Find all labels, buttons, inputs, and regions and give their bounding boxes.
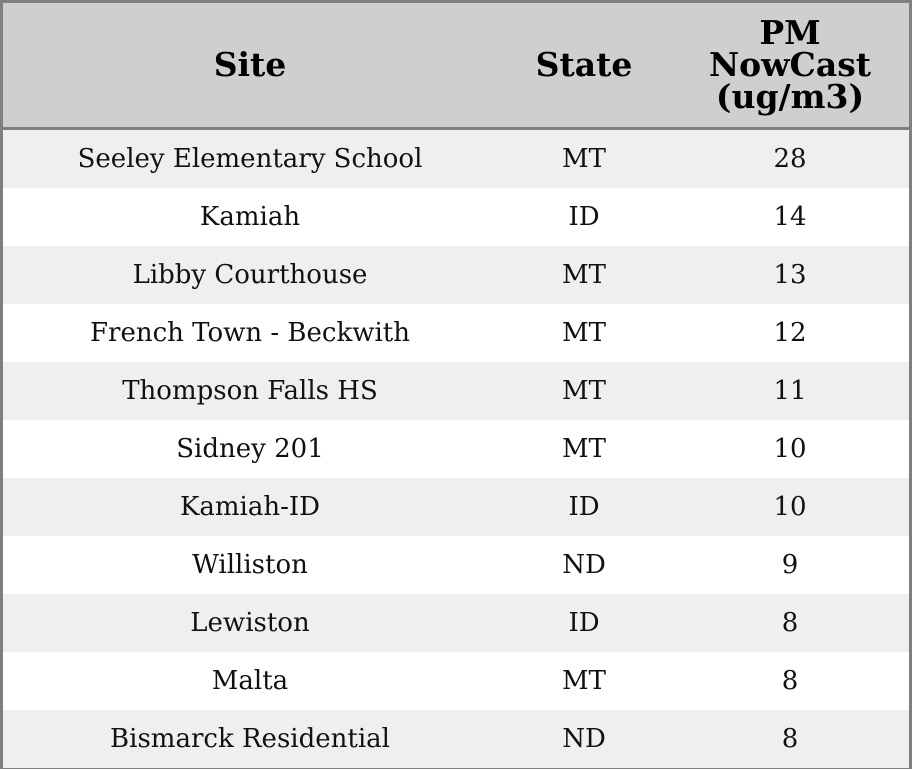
cell-site: Kamiah	[3, 188, 497, 246]
column-header-state	[497, 3, 671, 128]
cell-state: MT	[497, 246, 671, 304]
cell-site: Libby Courthouse	[3, 246, 497, 304]
cell-pm-nowcast: 28	[671, 128, 909, 188]
cell-site: Thompson Falls HS	[3, 362, 497, 420]
cell-pm-nowcast: 8	[671, 594, 909, 652]
table-row	[3, 478, 909, 536]
cell-site: French Town - Beckwith	[3, 304, 497, 362]
cell-site: Bismarck Residential	[3, 710, 497, 768]
cell-site: Lewiston	[3, 594, 497, 652]
table-row	[3, 710, 909, 768]
header-row	[3, 3, 909, 128]
cell-state: MT	[497, 304, 671, 362]
table-row	[3, 536, 909, 594]
cell-state: MT	[497, 128, 671, 188]
column-header-site	[3, 3, 497, 128]
cell-state: MT	[497, 652, 671, 710]
cell-state: ID	[497, 188, 671, 246]
header-line: PM	[759, 12, 821, 52]
cell-pm-nowcast: 11	[671, 362, 909, 420]
table-row	[3, 362, 909, 420]
cell-state: ND	[497, 536, 671, 594]
cell-site: Williston	[3, 536, 497, 594]
table-row	[3, 128, 909, 188]
cell-state: ID	[497, 594, 671, 652]
cell-site: Seeley Elementary School	[3, 128, 497, 188]
cell-pm-nowcast: 13	[671, 246, 909, 304]
table-row	[3, 652, 909, 710]
cell-state: ID	[497, 478, 671, 536]
cell-pm-nowcast: 14	[671, 188, 909, 246]
cell-pm-nowcast: 8	[671, 652, 909, 710]
cell-state: MT	[497, 420, 671, 478]
cell-pm-nowcast: 10	[671, 478, 909, 536]
cell-pm-nowcast: 8	[671, 710, 909, 768]
header-line: NowCast	[708, 44, 872, 84]
cell-state: ND	[497, 710, 671, 768]
table-row	[3, 594, 909, 652]
table-row	[3, 188, 909, 246]
table-body	[3, 128, 909, 768]
cell-pm-nowcast: 12	[671, 304, 909, 362]
data-table	[3, 3, 909, 768]
table-row	[3, 304, 909, 362]
header-line: Site	[213, 44, 287, 84]
cell-state: MT	[497, 362, 671, 420]
cell-site: Kamiah-ID	[3, 478, 497, 536]
column-header-pm-nowcast	[671, 3, 909, 128]
header-line: (ug/m3)	[715, 76, 865, 116]
header-line: State	[535, 44, 633, 84]
cell-pm-nowcast: 10	[671, 420, 909, 478]
table-row	[3, 246, 909, 304]
cell-pm-nowcast: 9	[671, 536, 909, 594]
cell-site: Sidney 201	[3, 420, 497, 478]
table-row	[3, 420, 909, 478]
cell-site: Malta	[3, 652, 497, 710]
